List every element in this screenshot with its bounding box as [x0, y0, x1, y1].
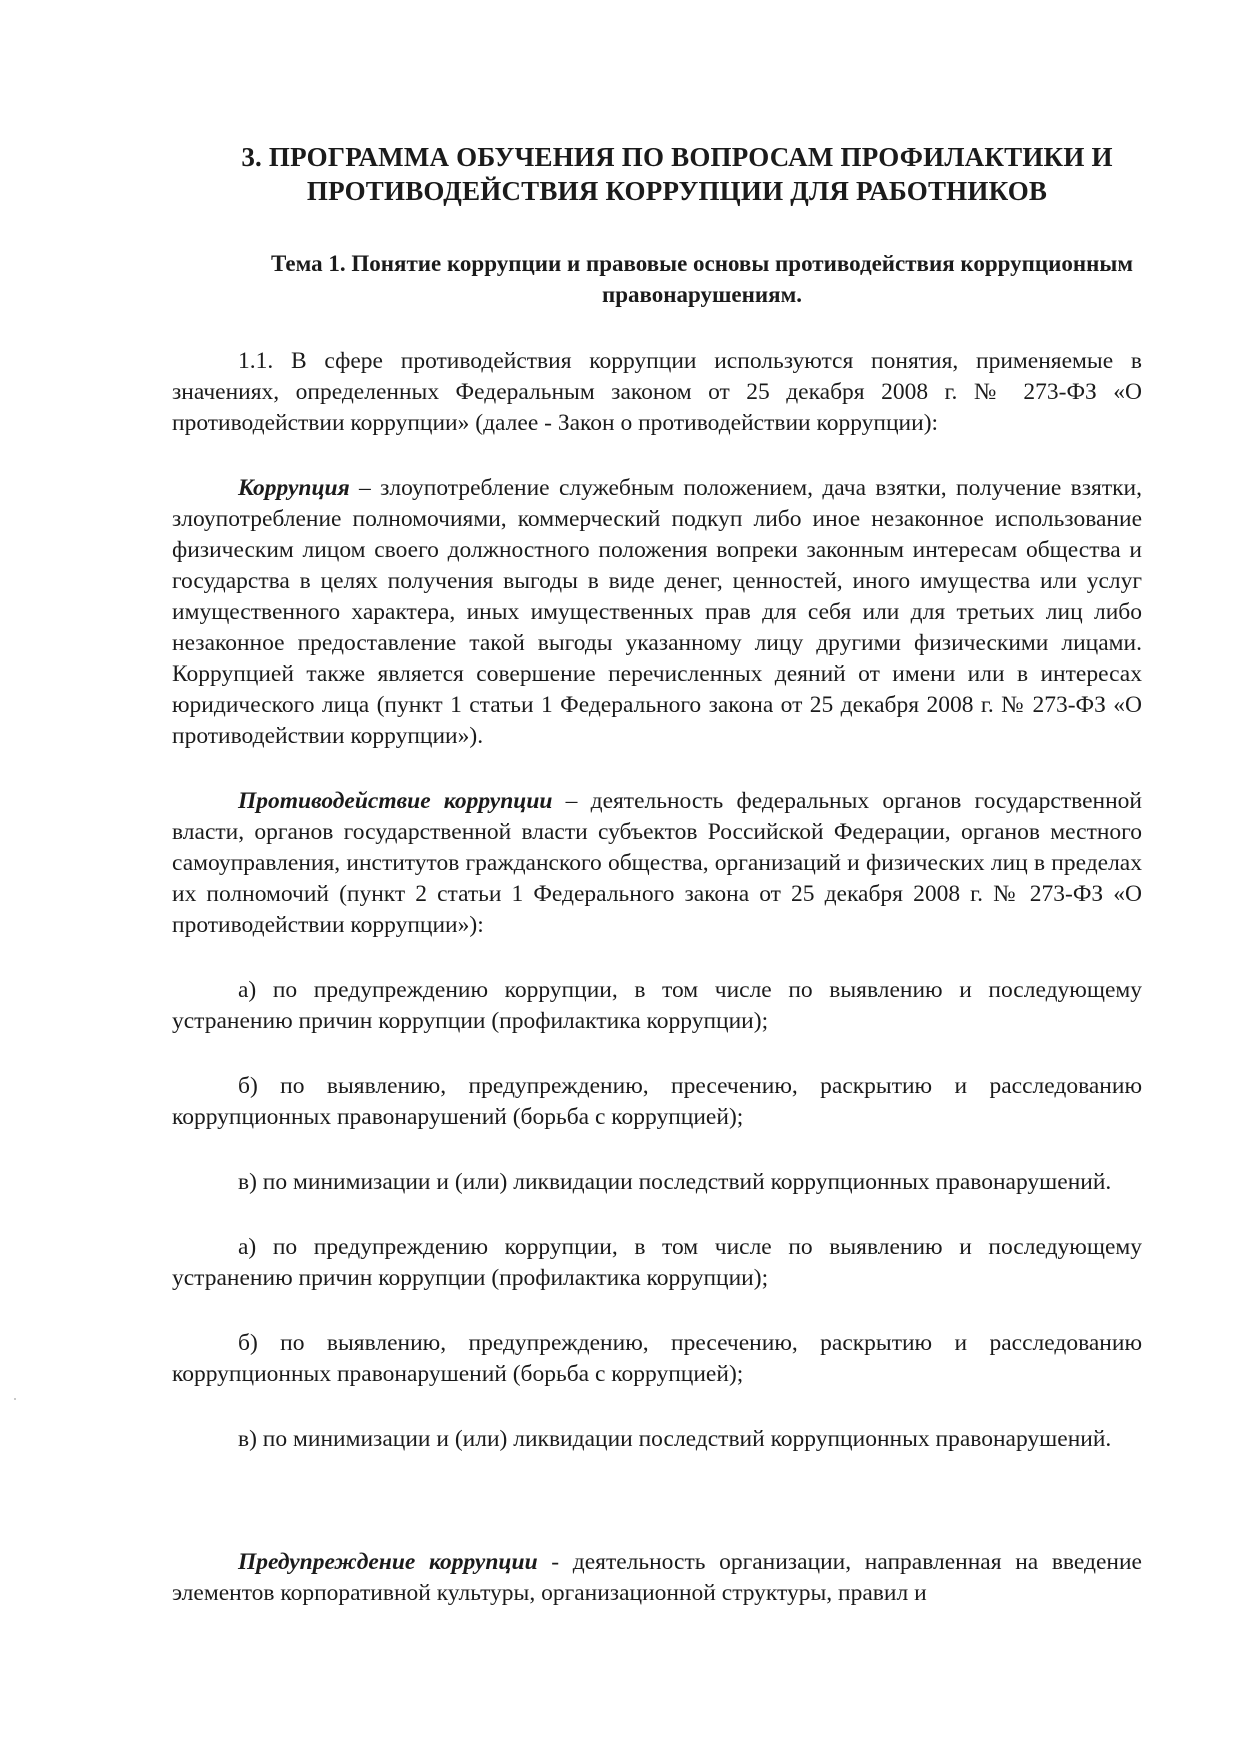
- intro-paragraph: 1.1. В сфере противодействия коррупции используются понятия, применяемые в значениях, определенных Федеральным законом от 25 декабря 2008 г. № 273-ФЗ «О противодействии коррупции» (далее - Закон о противодействии коррупции):: [172, 348, 1142, 436]
- list-item-c: в) по минимизации и (или) ликвидации последствий коррупционных правонарушений.: [238, 1169, 1112, 1195]
- counteraction-definition-text: – деятельность федеральных органов государственной власти, органов государственной власти субъектов Российской Федерации, органов местного самоуправления, институтов гражданского общества, организаций и физических лиц в пределах их полномочий (пункт 2 статьи 1 Федерального закона от 25 декабря 2008 г. № 273-ФЗ «О противодействии коррупции»):: [172, 788, 1142, 938]
- counteraction-definition: [172, 786, 1142, 941]
- prevention-definition: [172, 1547, 1142, 1609]
- list-item-b: б) по выявлению, предупреждению, пресечению, раскрытию и расследованию коррупционных правонарушений (борьба с коррупцией);: [172, 1073, 1142, 1130]
- corruption-term: Коррупция: [238, 475, 350, 501]
- list-item-a: а) по предупреждению коррупции, в том числе по выявлению и последующему устранению причин коррупции (профилактика коррупции);: [172, 977, 1142, 1034]
- list-item-c-repeat: в) по минимизации и (или) ликвидации последствий коррупционных правонарушений.: [238, 1426, 1112, 1452]
- scan-speck: [14, 1398, 16, 1400]
- topic-title: Тема 1. Понятие коррупции и правовые основы противодействия коррупционным правонарушениям.: [270, 251, 1134, 307]
- section-title: 3. ПРОГРАММА ОБУЧЕНИЯ ПО ВОПРОСАМ ПРОФИЛАКТИКИ И ПРОТИВОДЕЙСТВИЯ КОРРУПЦИИ ДЛЯ РАБОТНИКОВ: [241, 142, 1113, 206]
- list-item-a-repeat: а) по предупреждению коррупции, в том числе по выявлению и последующему устранению причин коррупции (профилактика коррупции);: [172, 1234, 1142, 1291]
- corruption-definition-text: – злоупотребление служебным положением, дача взятки, получение взятки, злоупотребление полномочиями, коммерческий подкуп либо иное незаконное использование физическим лицом своего должностного положения вопреки законным интересам общества и государства в целях получения выгоды в виде денег, ценностей, иного имущества или услуг имущественного характера, иных имущественных прав для себя или для третьих лиц либо незаконное предоставление такой выгоды указанному лицу другими физическими лицами. Коррупцией также является совершение перечисленных деяний от имени или в интересах юридического лица (пункт 1 статьи 1 Федерального закона от 25 декабря 2008 г. № 273-ФЗ «О противодействии коррупции»).: [172, 475, 1142, 749]
- counteraction-term: Противодействие коррупции: [238, 788, 553, 814]
- prevention-term: Предупреждение коррупции: [238, 1549, 538, 1575]
- page-content: [172, 140, 1142, 1609]
- list-item-b-repeat: б) по выявлению, предупреждению, пресечению, раскрытию и расследованию коррупционных правонарушений (борьба с коррупцией);: [172, 1330, 1142, 1387]
- corruption-definition: [172, 473, 1142, 752]
- prevention-definition-text: - деятельность организации, направленная на введение элементов корпоративной культуры, организационной структуры, правил и: [172, 1549, 1142, 1606]
